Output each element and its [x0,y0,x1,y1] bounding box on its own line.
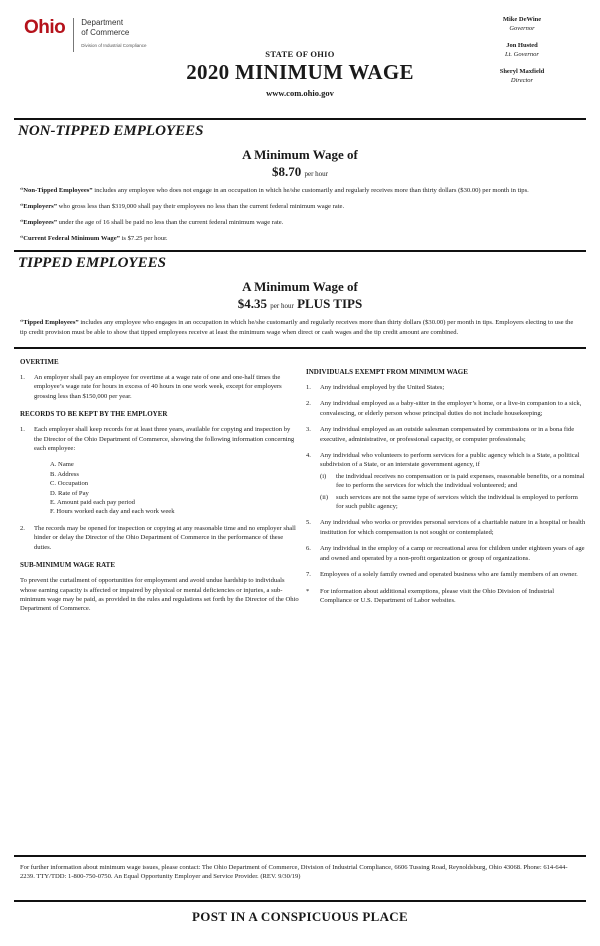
section-heading: NON-TIPPED EMPLOYEES [18,123,204,139]
logo-division: Division of Industrial Compliance [81,43,147,48]
wage-value [14,296,586,312]
records-list-item: D. Rate of Pay [50,489,89,497]
wage-value [14,164,586,180]
subminimum-text: To prevent the curtailment of opportunities for employment and avoid undue hardship to individuals whose earning capacity is affected or impaired by physical or mental deficiencies or injuries, a sub-minimum wage may be paid, as provided in the rules and regulations set forth by the Director of the Ohio Department of Commerce. [20,577,299,613]
records-list-item: B. Address [50,470,79,478]
list-item: 4. Any individual who volunteers to perform services for a public agency which is a State, a political subdivision of a State, or an interstate government agency, if (i) the individual receives no compensation or is paid expenses, reasonable benefits, or a nominal fee to perform the services for which the individual volunteered; and (ii) such services are not the same type of services which the individual is employed to perform for such public agency; [306,452,585,511]
divider [14,347,586,349]
definition-text: includes any employee who does not engage in an occupation in which he/she customarily and regularly receives more than thirty dollars ($30.00) per month in tips. [92,187,529,194]
defined-term: “Tipped Employees” [20,319,79,326]
right-column [306,354,586,614]
definition-paragraph [20,202,580,212]
records-list [50,460,300,516]
wage-unit: per hour [270,302,294,310]
page-title: 2020 MINIMUM WAGE [186,60,414,84]
definition-paragraph [20,234,580,244]
sub-list-item: (i) the individual receives no compensation or is paid expenses, reasonable benefits, or a nominal fee to perform the services for which the individual volunteered; and [320,472,585,490]
records-list-item: A. Name [50,461,74,469]
header [14,0,586,118]
defined-term: “Non-Tipped Employees” [20,187,93,194]
tipped-section [14,255,586,338]
list-item: 5. Any individual who works or provides personal services of a charitable nature in a hospital or health institution for which compensation is not sought or contemplated; [306,519,586,536]
official-title: Governor [509,25,535,32]
exempt-heading: INDIVIDUALS EXEMPT FROM MINIMUM WAGE [306,368,468,376]
overtime-heading: OVERTIME [20,358,59,366]
logo-dept-line1: Department [81,18,124,27]
list-item: 2. Any individual employed as a baby-sitter in the employer’s home, or a live-in companion to a sick, convalescing, or elderly person whose principal duties do not include housekeeping; [306,400,582,417]
website-url: www.com.ohio.gov [266,88,334,98]
defined-term: “Employers” [20,203,57,210]
post-notice: POST IN A CONSPICUOUS PLACE [192,909,408,924]
official-name: Jon Husted [506,42,538,49]
title-block [14,49,586,98]
definition-paragraph [20,218,580,228]
sub-list-item: (ii) such services are not the same type of services which the individual is employed to perform for such public agency; [320,493,578,511]
official-title: Director [510,77,534,84]
list-item: 7. Employees of a solely family owned and operated business who are family members of an owner. [306,571,578,579]
wage-unit: per hour [304,170,329,178]
records-heading: RECORDS TO BE KEPT BY THE EMPLOYER [20,410,168,419]
exemptions-note: * For information about additional exemptions, please visit the Ohio Division of Industrial Compliance or U.S. Department of Labor websites. [306,587,555,604]
official-name: Sheryl Maxfield [499,68,545,75]
definition-text: is $7.25 per hour. [119,235,168,242]
list-item: 6. Any individual in the employ of a camp or recreational area for children under eighteen years of age and owned and operated by a non-profit organization or group of organizations. [306,545,585,562]
list-item: 1. Any individual employed by the United States; [306,384,445,391]
logo-divider [73,18,74,52]
list-item: 2. The records may be opened for inspection or copying at any reasonable time and no employer shall hinder or delay the Director of the Ohio Department of Commerce in the performance of these duties. [20,524,296,551]
subminimum-heading: SUB-MINIMUM WAGE RATE [20,561,116,570]
definition-text: includes any employee who engages in an occupation in which he/she customarily and regularly receives more than thirty dollars ($30.00) per month in tips. Employers electing to use the tip credit provision must be able to show that tipped employees receive at least the minimum wage when direct or cash wages and the tip credit amount are combined. [20,319,574,336]
section-heading: TIPPED EMPLOYEES [18,255,166,271]
left-column [14,354,300,614]
logo-wordmark: Ohio [24,17,66,38]
definition-paragraph [20,318,580,338]
records-list-item: C. Occupation [50,480,89,488]
definition-paragraph [20,186,580,196]
wage-suffix: PLUS TIPS [297,296,363,311]
official-title: Lt. Governor [505,51,539,58]
footer-contact: For further information about minimum wage issues, please contact: The Ohio Department of Commerce, Division of Industrial Compliance, 6606 Tussing Road, Reynoldsburg, Ohio 43068. Phone: 614-644-2239. TTY/TDD: 1-800-750-0750. An Equal Opportunity Employer and Service Provider. (REV. 9/30/19) [20,864,568,881]
list-item: 3. Any individual employed as an outside salesman compensated by commissions or in a bona fide executive, administrative, or professional capacity, or computer professionals; [306,426,575,443]
logo-dept-line2: of Commerce [81,28,130,37]
state-label: STATE OF OHIO [265,49,335,59]
divider [14,855,586,857]
wage-title: A Minimum Wage of [242,279,358,294]
details-columns [14,354,586,614]
defined-term: “Current Federal Minimum Wage” [20,235,120,242]
definition-text: under the age of 16 shall be paid no less than the current federal minimum wage rate. [57,219,284,226]
ohio-commerce-logo [24,18,147,52]
definition-text: who gross less than $319,000 shall pay their employees no less than the current federal minimum wage rate. [57,203,345,210]
wage-title: A Minimum Wage of [242,147,358,162]
wage-amount: $8.70 [271,164,302,179]
list-item: 1. An employer shall pay an employee for overtime at a wage rate of one and one-half times the employee’s wage rate for hours in excess of 40 hours in one work week, except for employers grossing less than $150,000 per year. [20,374,282,400]
wage-amount: $4.35 [237,296,268,311]
defined-term: “Employees” [20,219,57,226]
divider [14,250,586,252]
list-item: 1. Each employer shall keep records for at least three years, available for copying and inspection by the Director of the Ohio Department of Commerce, showing the following information concerning each employee: [20,426,295,453]
records-list-item: E. Amount paid each pay period [50,499,135,507]
official-name: Mike DeWine [502,16,542,23]
records-list-item: F. Hours worked each day and each work week [50,508,175,516]
divider [14,900,586,902]
non-tipped-section [14,123,586,244]
divider [14,118,586,120]
